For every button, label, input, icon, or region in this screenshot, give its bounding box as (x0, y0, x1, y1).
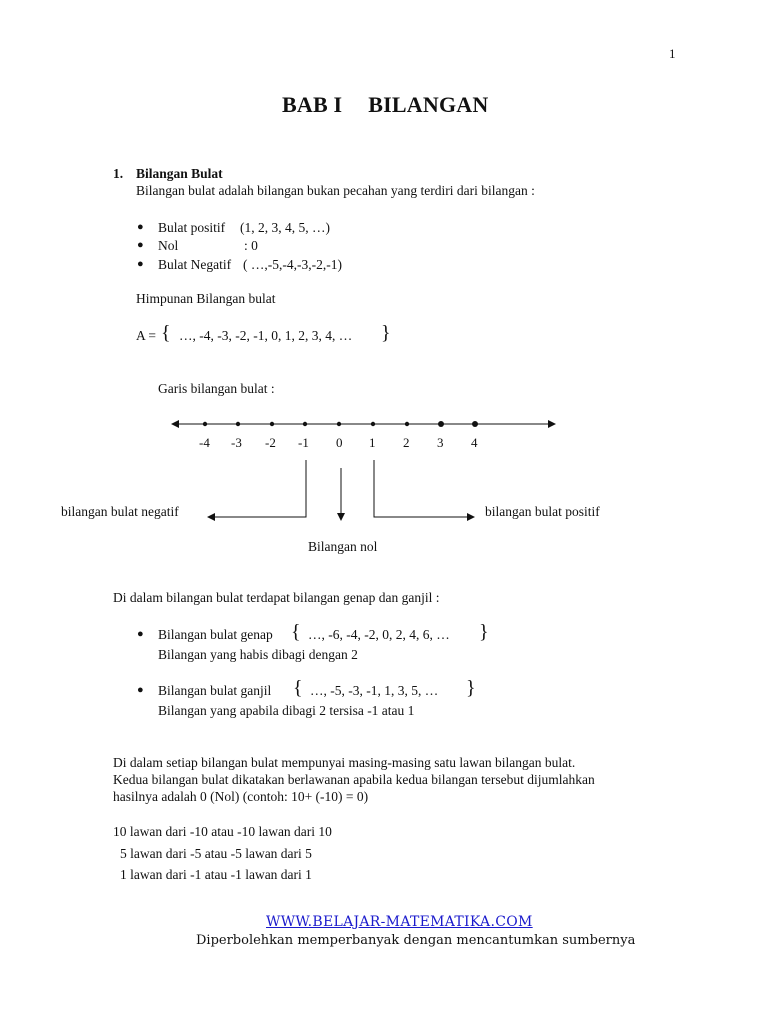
open-brace: { (291, 621, 301, 643)
ganjil-values: …, -5, -3, -1, 1, 3, 5, … (310, 683, 439, 698)
tick-dot (236, 422, 240, 426)
genap-ganjil-intro: Di dalam bilangan bulat terdapat bilangan genap dan ganjil : (113, 590, 440, 605)
title-topic: BILANGAN (368, 92, 489, 117)
himpunan-label: Himpunan Bilangan bulat (136, 291, 276, 306)
tick-dot (438, 421, 444, 427)
tick-label: 0 (336, 435, 343, 450)
tick-dot (270, 422, 274, 426)
genap-label: Bilangan bulat genap (158, 627, 273, 642)
tick-dot (405, 422, 409, 426)
lawan-example: 10 lawan dari -10 atau -10 lawan dari 10 (113, 824, 332, 839)
tick-label: 2 (403, 435, 410, 450)
footer-note: Diperbolehkan memperbanyak dengan mencantumkan sumbernya (196, 933, 636, 948)
close-brace: } (466, 677, 476, 699)
label-positive: bilangan bulat positif (485, 504, 600, 519)
tick-dot (472, 421, 478, 427)
title-chapter: BAB I (282, 92, 343, 117)
ganjil-desc: Bilangan yang apabila dibagi 2 tersisa -1 atau 1 (158, 703, 415, 718)
label-zero: Bilangan nol (308, 539, 378, 554)
bullet-dot: ● (137, 258, 144, 270)
tick-label: 3 (437, 435, 444, 450)
bullet-positive-value: (1, 2, 3, 4, 5, …) (240, 220, 330, 235)
lawan-paragraph-line: hasilnya adalah 0 (Nol) (contoh: 10+ (-10) = 0) (113, 789, 369, 804)
tick-label: -2 (265, 435, 276, 450)
lawan-example: 1 lawan dari -1 atau -1 lawan dari 1 (120, 867, 312, 882)
tick-dot (337, 422, 341, 426)
tick-label: 1 (369, 435, 376, 450)
bullet-zero-value: : 0 (244, 238, 258, 253)
bullet-dot: ● (137, 239, 144, 251)
bullet-positive-label: Bulat positif (158, 220, 226, 235)
genap-values: …, -6, -4, -2, 0, 2, 4, 6, … (308, 627, 450, 642)
section-intro: Bilangan bulat adalah bilangan bukan pecahan yang terdiri dari bilangan : (136, 183, 535, 198)
bullet-zero-label: Nol (158, 238, 179, 253)
ganjil-label: Bilangan bulat ganjil (158, 683, 272, 698)
bullet-dot: ● (137, 628, 144, 640)
label-negative: bilangan bulat negatif (61, 504, 179, 519)
positive-arrow (374, 460, 474, 517)
close-brace: } (381, 322, 391, 344)
bullet-dot: ● (137, 221, 144, 233)
tick-label: -4 (199, 435, 210, 450)
section-number: 1. (113, 166, 124, 181)
lawan-example: 5 lawan dari -5 atau -5 lawan dari 5 (120, 846, 312, 861)
footer-website-link[interactable]: WWW.BELAJAR-MATEMATIKA.COM (266, 914, 533, 930)
tick-dot (371, 422, 375, 426)
close-brace: } (479, 621, 489, 643)
open-brace: { (293, 677, 303, 699)
tick-label: 4 (471, 435, 478, 450)
set-prefix: A = (136, 328, 156, 343)
set-values: …, -4, -3, -2, -1, 0, 1, 2, 3, 4, … (179, 328, 353, 343)
tick-dot (203, 422, 207, 426)
tick-label: -1 (298, 435, 309, 450)
tick-dot (303, 422, 307, 426)
negative-arrow (208, 460, 306, 517)
genap-desc: Bilangan yang habis dibagi dengan 2 (158, 647, 358, 662)
open-brace: { (161, 322, 171, 344)
lawan-paragraph-line: Kedua bilangan bulat dikatakan berlawanan apabila kedua bilangan tersebut dijumlahkan (113, 772, 595, 787)
tick-label: -3 (231, 435, 242, 450)
garis-label: Garis bilangan bulat : (158, 381, 275, 396)
bullet-negative-value: ( …,-5,-4,-3,-2,-1) (243, 257, 342, 272)
section-title: Bilangan Bulat (136, 166, 223, 181)
lawan-paragraph-line: Di dalam setiap bilangan bulat mempunyai masing-masing satu lawan bilangan bulat. (113, 755, 576, 770)
bullet-negative-label: Bulat Negatif (158, 257, 232, 272)
bullet-dot: ● (137, 684, 144, 696)
page-number: 1 (669, 46, 676, 61)
